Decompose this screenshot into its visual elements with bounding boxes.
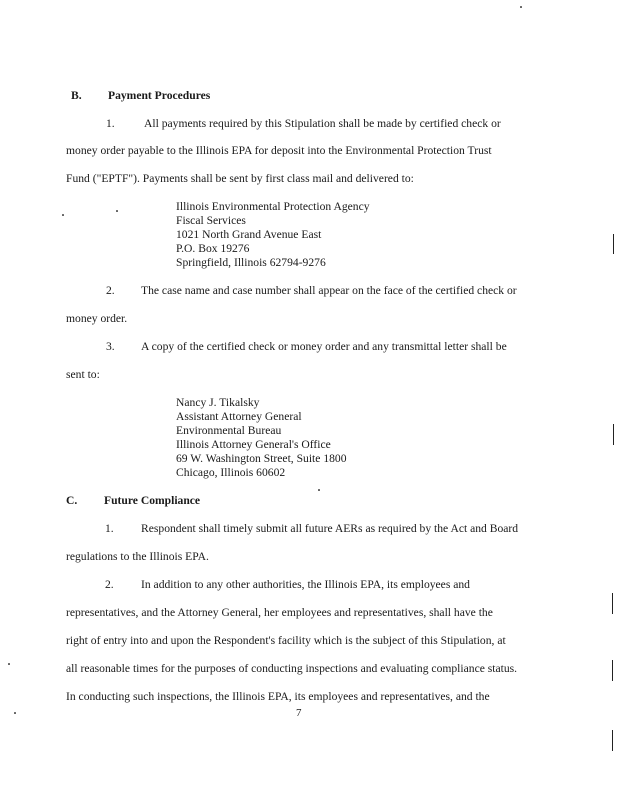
section-c-letter: C. [66, 494, 78, 507]
c-p2-line5: In conducting such inspections, the Illinois EPA, its employees and representatives, and the [66, 690, 490, 703]
margin-bar [613, 424, 614, 445]
b-p1-line2: money order payable to the Illinois EPA for deposit into the Environmental Protection Trust [66, 144, 492, 157]
c-p2-line2: representatives, and the Attorney General, her employees and representatives, shall have the [66, 606, 493, 619]
margin-bar [612, 660, 613, 681]
margin-bar [612, 730, 613, 751]
c-p2-line3: right of entry into and upon the Respondent's facility which is the subject of this Stipulation, at [66, 634, 506, 647]
c-p1-number: 1. [105, 522, 114, 535]
section-b-heading: Payment Procedures [108, 89, 211, 102]
address1-line: Illinois Environmental Protection Agency [176, 200, 370, 213]
address1-line: Fiscal Services [176, 214, 246, 227]
scan-speck [14, 712, 16, 714]
address2-line: 69 W. Washington Street, Suite 1800 [176, 452, 347, 465]
b-p2-line1: The case name and case number shall appear on the face of the certified check or [141, 284, 517, 297]
section-b-letter: B. [71, 89, 82, 102]
margin-bar [613, 234, 614, 254]
scan-speck [116, 210, 118, 212]
b-p1-line3: Fund ("EPTF"). Payments shall be sent by first class mail and delivered to: [66, 172, 414, 185]
address1-line: P.O. Box 19276 [176, 242, 250, 255]
margin-bar [612, 593, 613, 614]
address1-line: Springfield, Illinois 62794-9276 [176, 256, 326, 269]
c-p2-number: 2. [105, 578, 114, 591]
b-p1-number: 1. [106, 117, 115, 130]
address2-line: Illinois Attorney General's Office [176, 438, 331, 451]
address2-line: Assistant Attorney General [176, 410, 302, 423]
c-p2-line1: In addition to any other authorities, the Illinois EPA, its employees and [141, 578, 470, 591]
address2-line: Environmental Bureau [176, 424, 282, 437]
c-p1-line1: Respondent shall timely submit all future AERs as required by the Act and Board [141, 522, 519, 535]
address2-line: Nancy J. Tikalsky [176, 396, 260, 409]
scan-speck [8, 663, 10, 665]
b-p3-line2: sent to: [66, 368, 100, 381]
c-p2-line4: all reasonable times for the purposes of conducting inspections and evaluating compliance status. [66, 662, 518, 675]
address2-line: Chicago, Illinois 60602 [176, 466, 286, 479]
page-number: 7 [296, 707, 302, 719]
b-p3-number: 3. [106, 340, 115, 353]
b-p2-line2: money order. [66, 312, 128, 325]
section-c-heading: Future Compliance [104, 494, 201, 507]
b-p1-line1: All payments required by this Stipulation shall be made by certified check or [144, 117, 501, 130]
b-p2-number: 2. [106, 284, 115, 297]
scan-speck [520, 6, 522, 8]
scan-speck [62, 214, 64, 216]
scan-speck [318, 489, 320, 491]
address1-line: 1021 North Grand Avenue East [176, 228, 322, 241]
b-p3-line1: A copy of the certified check or money order and any transmittal letter shall be [141, 340, 507, 353]
c-p1-line2: regulations to the Illinois EPA. [66, 550, 209, 563]
